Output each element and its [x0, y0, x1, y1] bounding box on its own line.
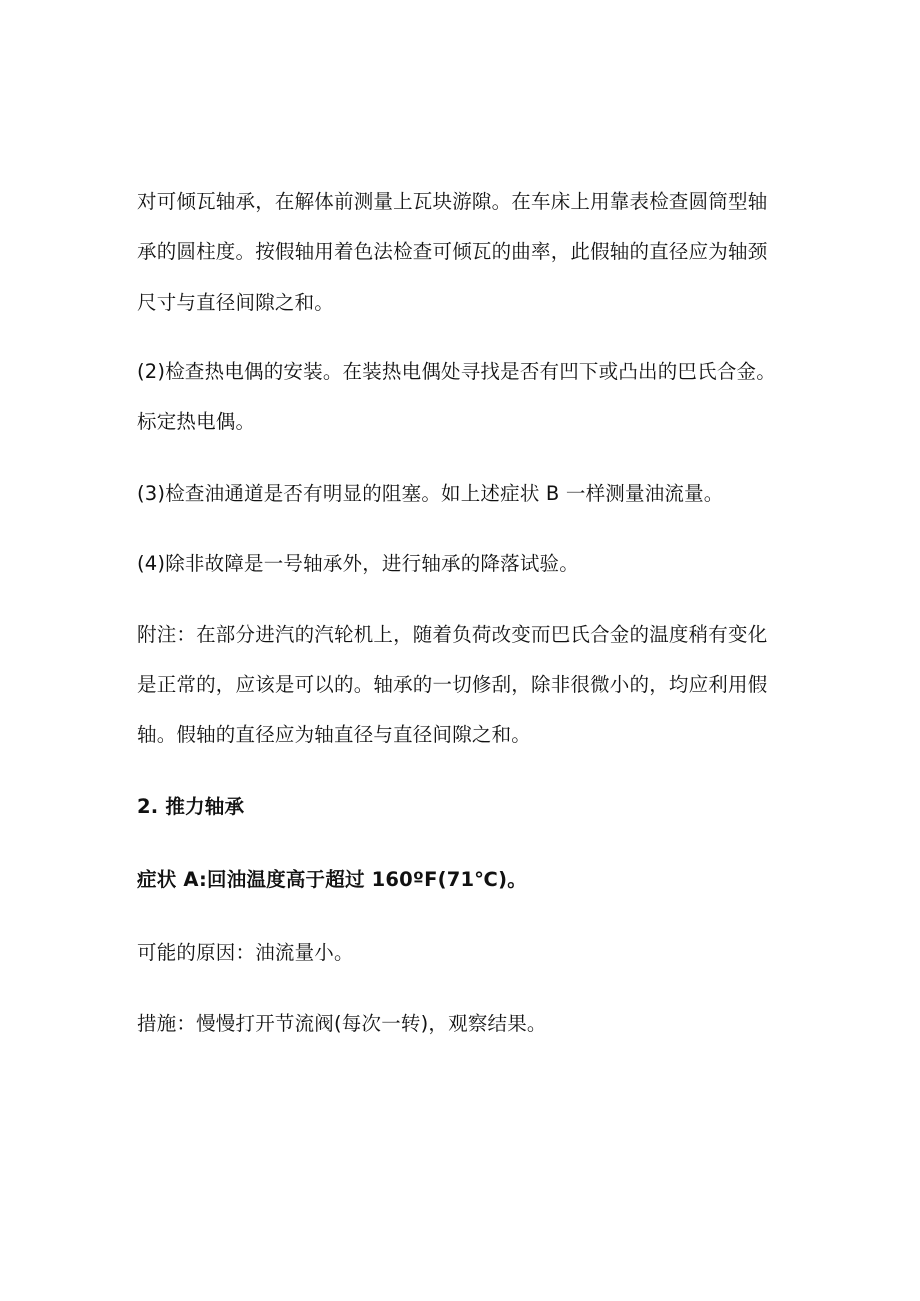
note-line: 轴。假轴的直径应为轴直径与直径间隙之和。 — [137, 723, 532, 746]
note-line: 附注：在部分进汽的汽轮机上，随着负荷改变而巴氏合金的温度稍有变化 — [137, 623, 768, 646]
paragraph-line: 承的圆柱度。按假轴用着色法检查可倾瓦的曲率，此假轴的直径应为轴颈 — [137, 240, 768, 263]
note-line: 是正常的，应该是可以的。轴承的一切修刮，除非很微小的，均应利用假 — [137, 673, 768, 696]
possible-cause: 可能的原因：油流量小。 — [137, 941, 354, 964]
list-item-4: (4)除非故障是一号轴承外，进行轴承的降落试验。 — [137, 552, 579, 575]
action-text: 措施：慢慢打开节流阀(每次一转)，观察结果。 — [137, 1012, 547, 1035]
section-heading: 2. 推力轴承 — [137, 795, 245, 818]
list-item-2-line: 标定热电偶。 — [137, 410, 256, 433]
list-item-2-line: (2)检查热电偶的安装。在装热电偶处寻找是否有凹下或凸出的巴氏合金。 — [137, 360, 776, 383]
list-item-3: (3)检查油通道是否有明显的阻塞。如上述症状 B 一样测量油流量。 — [137, 482, 724, 505]
paragraph-line: 尺寸与直径间隙之和。 — [137, 291, 335, 314]
symptom-heading: 症状 A:回油温度高于超过 160ºF(71℃)。 — [137, 868, 527, 891]
paragraph-line: 对可倾瓦轴承，在解体前测量上瓦块游隙。在车床上用靠表检查圆筒型轴 — [137, 190, 768, 213]
